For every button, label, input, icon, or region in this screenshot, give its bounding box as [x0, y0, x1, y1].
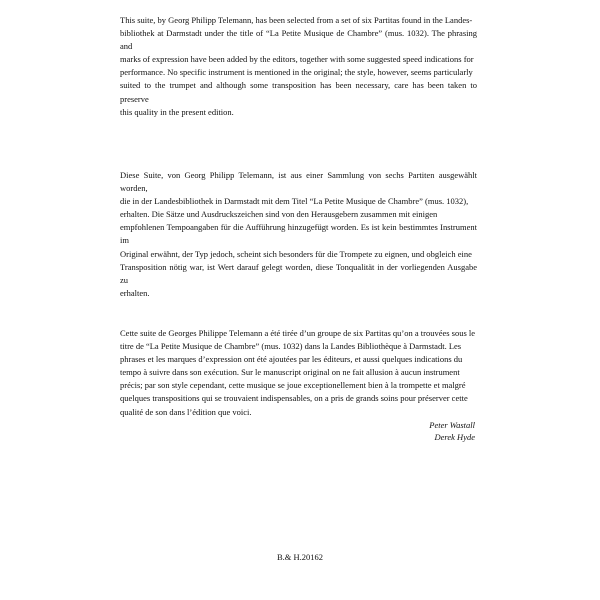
preface-english: This suite, by Georg Philipp Telemann, has been selected from a set of six Partitas found in the Landes- bibliothek at Darmstadt under the title of “La Petite Musique de Chambre” (mus. 1032). The phrasing and marks of expression have been added by the editors, together with some suggested speed indications for performance. No specific instrument is mentioned in the original; the style, however, seems particularly suited to the trumpet and although some transposition has been necessary, care has been taken to preserve this quality in the present edition.	[120, 15, 477, 117]
preface-german: Diese Suite, von Georg Philipp Telemann, ist aus einer Sammlung von sechs Partiten ausgewählt worden, die in der Landesbibliothek in Darmstadt mit dem Titel “La Petite Musique de Chambre” (mus. 1032), erhalten. Die Sätze und Ausdruckszeichen sind von den Herausgebern zusammen mit einigen empfohlenen Tempoangaben für die Aufführung hinzugefügt worden. Es ist kein bestimmtes Instrument im Original erwähnt, der Typ jedoch, scheint sich besonders für die Trompete zu eignen, und obgleich eine Transposition nötig war, ist Wert darauf gelegt worden, diese Tonqualität in der vorliegenden Ausgabe zu erhalten.	[120, 170, 477, 298]
editor-signature-wastall: Peter Wastall	[429, 420, 475, 430]
editor-signature-hyde: Derek Hyde	[434, 432, 475, 442]
preface-french: Cette suite de Georges Philippe Telemann a été tirée d’un groupe de six Partitas qu’on a trouvées sous le titre de “La Petite Musique de Chambre” (mus. 1032) dans la Landes Bibliothèque à Darmstadt. Les phrases et les marques d’expression ont été ajoutées par les éditeurs, et aussi quelques indications du tempo à suivre dans son exécution. Sur le manuscript original on ne fait allusion à aucun instrument précis; par son style cependant, cette musique se joue exceptionellement bien à la trompette et malgré quelques transpositions qui se trouvaient indispensables, on a pris de grands soins pour préserver cette qualité de son dans l’édition que voici.	[120, 328, 476, 417]
plate-number: B.& H.20162	[276, 552, 324, 562]
